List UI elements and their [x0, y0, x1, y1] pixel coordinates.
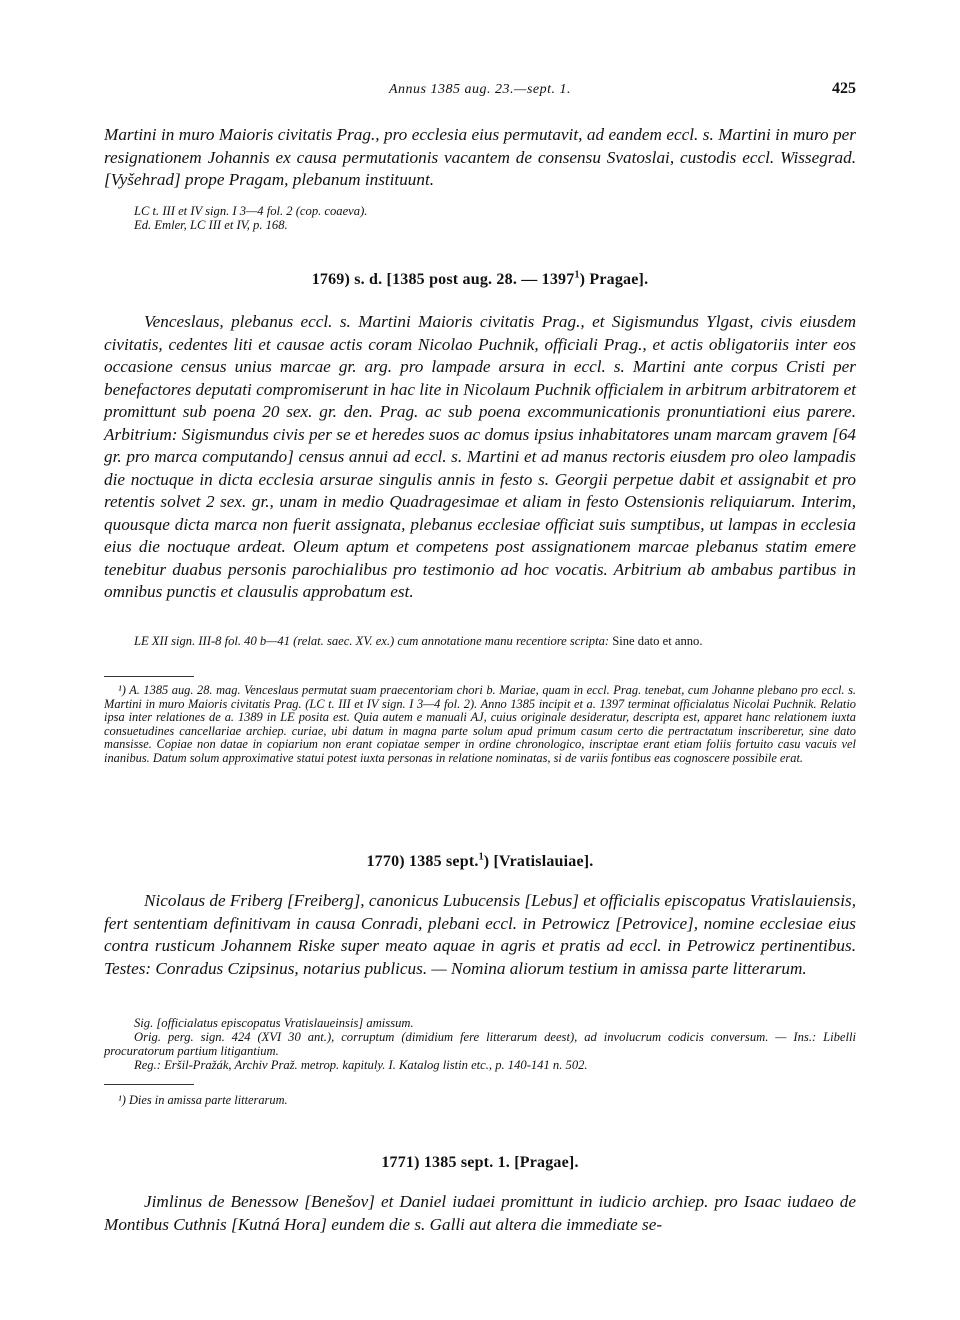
page-number: 425 — [832, 80, 856, 97]
original-note-1770: Orig. perg. sign. 424 (XVI 30 ant.), corruptum (dimidium fere litterarum deest), ad involucrum codicis conversum. — Ins.: Libelli procuratorum partium litigantium. — [104, 1030, 856, 1058]
continuation-paragraph: Martini in muro Maioris civitatis Prag., pro ecclesia eius permutavit, ad eandem eccl. s. Martini in muro per resignationem Johannis ex causa permutationis vacantem de consensu Svatoslai, custodis eccl. Wissegrad. [Vyšehrad] prope Pragam, plebanum instituunt. — [104, 125, 856, 189]
document-heading-1770: 1770) 1385 sept.$^1$) [Vratislauiae]. — [366, 851, 594, 870]
document-body-1770: Nicolaus de Friberg [Freiberg], canonicus Lubucensis [Lebus] et officialis episcopatus Vratislauiensis, fert sententiam definitivam in causa Conradi, plebani eccl. in Petrowicz [Petrovice], nomine ecclesiae eius contra rusticum Johannem Riske super meato aquae in agris et pratis ad eccl. in Petrowicz pertinentibus. Testes: Conradus Czipsinus, notarius publicus. — Nomina aliorum testium in amissa parte litterarum. — [104, 891, 856, 978]
footnote-1770: ¹) Dies in amissa parte litterarum. — [118, 1093, 288, 1107]
source-note-1769: LE XII sign. III-8 fol. 40 b—41 (relat. saec. XV. ex.) cum annotatione manu recentiore scripta: Sine dato et anno. — [134, 634, 703, 648]
source-note: LC t. III et IV sign. I 3—4 fol. 2 (cop. coaeva). — [134, 204, 368, 218]
document-body-1771: Jimlinus de Benessow [Benešov] et Daniel iudaei promittunt in iudicio archiep. pro Isaac iudaeo de Montibus Cuthnis [Kutná Hora] eundem die s. Galli aut altera die immediate se- — [104, 1192, 856, 1234]
footnote-rule — [104, 1084, 194, 1085]
footnote-rule — [104, 676, 194, 677]
running-header — [104, 82, 856, 102]
document-heading-1769: 1769) s. d. [1385 post aug. 28. — 1397$^1$) Pragae]. — [311, 269, 649, 288]
seal-note-1770: Sig. [officialatus episcopatus Vratislaueinsis] amissum. — [134, 1016, 414, 1030]
register-note-1770: Reg.: Eršil-Pražák, Archiv Praž. metrop. kapituly. I. Katalog listin etc., p. 140-141 n. 502. — [134, 1058, 588, 1072]
footnote-1769: ¹) A. 1385 aug. 28. mag. Venceslaus permutat suam praecentoriam chori b. Mariae, quam in eccl. Prag. tenebat, cum Johanne plebano pro eccl. s. Martini in muro Maioris civitatis Prag. (LC t. III et IV sign. I 3—4 fol. 2). Anno 1385 incipit et a. 1397 terminat officialatus Nicolai Puchnik. Relatio ipsa inter relationes de a. 1389 in LE posita est. Quia autem e manuali AJ, cuius originale desideratur, descripta est, apparet hanc relationem iuxta consuetudines cancellariae archiep. curiae, ubi datum in magna parte solum apud primum casum certo die pertractatum inscriberetur, sine dato mansisse. Copiae non datae in copiarium non erant copiatae semper in ordine chronologico, inscriptae erant etiam foliis fortuito casu vacuis vel inanibus. Datum solum approximative statui potest iuxta personas in relatione nominatas, si de variis fontibus eas cognoscere possibile erat. — [104, 683, 856, 765]
edition-note: Ed. Emler, LC III et IV, p. 168. — [134, 218, 288, 232]
document-heading-1771: 1771) 1385 sept. 1. [Pragae]. — [381, 1154, 579, 1171]
document-body-1769: Venceslaus, plebanus eccl. s. Martini Maioris civitatis Prag., et Sigismundus Ylgast, civis eiusdem civitatis, cedentes liti et causae actis coram Nicolao Puchnik, officiali Prag., et actis obligatoriis inter eos occasione census unius marcae gr. arg. pro lampade arsura in eccl. s. Martini ante corpus Cristi per benefactores deputati compromiserunt in hac lite in Nicolaum Puchnik officialem in arbitrum arbitratorem et promittunt sub poena 20 sex. gr. den. Prag. ac sub poena excommunicationis pronuntiationi eius parere. Arbitrium: Sigismundus civis per se et heredes suos ac domus ipsius inhabitatores unam marcam gravem [64 gr. pro marca computando] census annui ad eccl. s. Martini et ad manus rectoris eiusdem pro oleo lampadis die noctuque in dicta ecclesia arsurae singulis annis in festo s. Georgii perpetue dabit et assignabit et pro retentis solvet 2 sex. gr., unam in medio Quadragesimae et aliam in festo Ostensionis reliquiarum. Interim, quousque dicta marca non fuerit assignata, plebanus ecclesiae officiat suis sumptibus, ut lampas in ecclesia eius die noctuque ardeat. Oleum aptum et competens post assignationem marcae plebanus statim emere tenebitur duabus personis parochialibus pro testimonio ad hoc vocatis. Arbitrium ab ambabus partibus in omnibus punctis et clausulis approbatum est. — [104, 312, 856, 601]
running-title: Annus 1385 aug. 23.—sept. 1. — [389, 82, 571, 97]
